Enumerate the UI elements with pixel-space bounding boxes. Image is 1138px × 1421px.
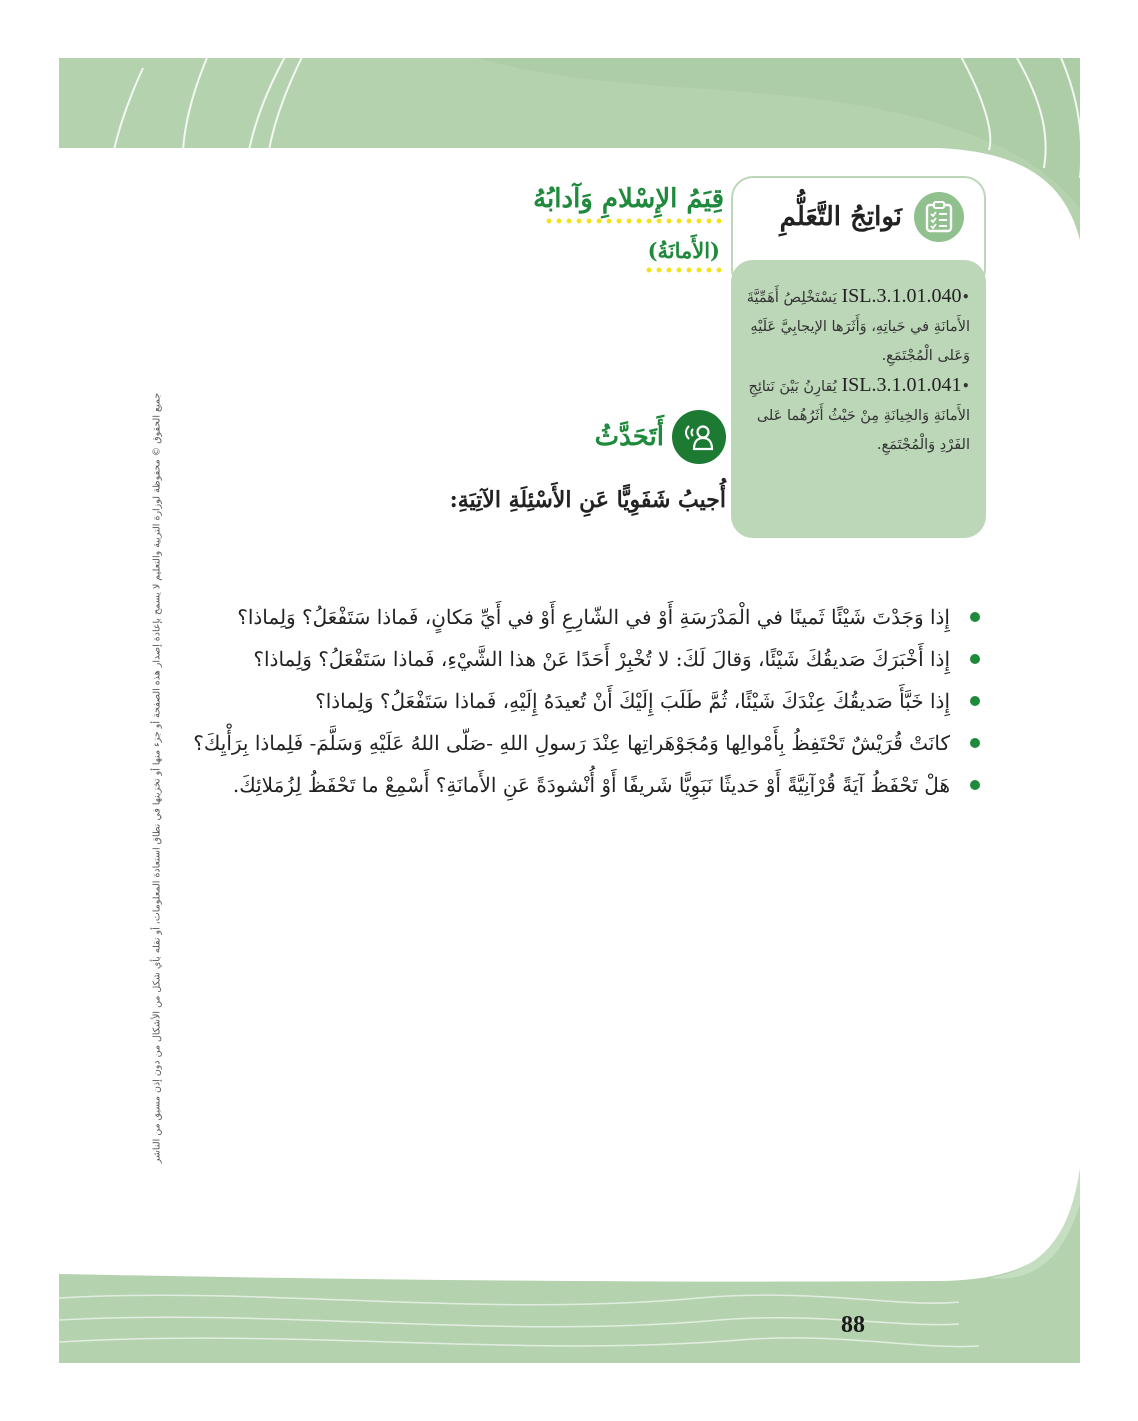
subtitle-dotted-underline: [644, 267, 724, 273]
speaking-person-icon: [672, 410, 726, 464]
learning-outcomes-card: [731, 176, 986, 538]
learning-outcome-item: •ISL.3.1.01.040 يَسْتَخْلِصُ أَهَمِّيَّةَ الأَمانَةِ في حَياتِهِ، وَأَثَرَها الإيجابِيَّ عَلَيْهِ وَعَلى الْمُجْتَمَعِ.: [746, 285, 970, 364]
question-item: [220, 680, 986, 722]
question-text: هَلْ تَحْفَظُ آيَةً قُرْآنِيَّةً أَوْ حَديثًا نَبَوِيًّا شَريفًا أَوْ أُنْشودَةً عَنِ الأَمانَةِ؟ أَسْمِعْ ما تَحْفَظُ لِزُمَلائِكَ.: [232, 773, 950, 797]
speak-title: أَتَحَدَّثُ: [594, 422, 664, 452]
outcome-code: ISL.3.1.01.041: [841, 374, 962, 396]
question-text: إِذا أَخْبَرَكَ صَديقُكَ شَيْئًا، وَقالَ لَكَ: لا تُخْبِرْ أَحَدًا عَنْ هذا الشَّيْءِ، فَماذا سَتَفْعَلُ؟ وَلِماذا؟: [253, 647, 950, 671]
copyright-notice: جميع الحقوق © محفوظة لوزارة التربية والتعليم لا يسمح بإعادة إصدار هذه الصفحة أو جزء منها أو تخزينها في نطاق استعادة المعلومات، أو نقله بأي شكل من الأشكال من دون إذن مسبق من الناشر: [151, 392, 163, 1164]
bullet-dot: [970, 696, 980, 706]
outcome-text: يَسْتَخْلِصُ أَهَمِّيَّةَ الأَمانَةِ في حَياتِهِ، وَأَثَرَها الإيجابِيَّ عَلَيْهِ وَعَلى الْمُجْتَمَعِ.: [746, 290, 970, 364]
speak-instruction: أُجيبُ شَفَوِيًّا عَنِ الأَسْئِلَةِ الآتِيَةِ:: [449, 487, 726, 513]
learning-outcomes-list: [731, 260, 986, 538]
question-item: [220, 596, 986, 638]
outcome-code: ISL.3.1.01.040: [841, 285, 962, 307]
unit-title: قِيَمُ الإِسْلامِ وَآدابُهُ: [533, 184, 724, 214]
speak-section-heading: [590, 409, 726, 465]
question-text: إِذا خَبَّأَ صَديقُكَ عِنْدَكَ شَيْئًا، ثُمَّ طَلَبَ إِلَيْكَ أَنْ تُعيدَهُ إِلَيْهِ، فَماذا سَتَفْعَلُ؟ وَلِماذا؟: [315, 689, 950, 713]
question-text: كانَتْ قُرَيْشٌ تَحْتَفِظُ بِأَمْوالِها وَمُجَوْهَراتِها عِنْدَ رَسولِ اللهِ -صَلّى اللهُ عَلَيْهِ وَسَلَّمَ- فَلِماذا بِرَأْيِكَ؟: [193, 731, 950, 755]
question-list: [193, 596, 986, 806]
learning-outcomes-heading: [780, 192, 964, 242]
outcome-text: يُقارِنُ بَيْنَ نَتائِجِ الأَمانَةِ وَالخِيانَةِ مِنْ حَيْثُ أَثَرُهُما عَلى الفَرْدِ وَالْمُجْتَمَعِ.: [748, 379, 970, 453]
clipboard-checklist-icon: [914, 192, 964, 242]
question-item: [193, 722, 986, 764]
page-number: 88: [841, 1312, 865, 1338]
bullet-dot: [970, 780, 980, 790]
question-item: [220, 764, 986, 806]
bullet-dot: [970, 654, 980, 664]
question-item: [220, 638, 986, 680]
bullet-dot: [970, 612, 980, 622]
lesson-subtitle: (الأَمانَةُ): [647, 238, 720, 263]
title-dotted-underline: [544, 218, 724, 224]
learning-outcome-item: •ISL.3.1.01.041 يُقارِنُ بَيْنَ نَتائِجِ الأَمانَةِ وَالخِيانَةِ مِنْ حَيْثُ أَثَرُهُما عَلى الفَرْدِ وَالْمُجْتَمَعِ.: [748, 374, 970, 453]
bullet-dot: [970, 738, 980, 748]
lesson-title-block: [520, 184, 724, 273]
learning-outcomes-title: نَواتِجُ التَّعَلُّمِ: [779, 202, 902, 232]
question-text: إِذا وَجَدْتَ شَيْئًا ثَمينًا في الْمَدْرَسَةِ أَوْ في الشّارِعِ أَوْ في أَيِّ مَكانٍ، فَماذا سَتَفْعَلُ؟ وَلِماذا؟: [237, 605, 950, 629]
